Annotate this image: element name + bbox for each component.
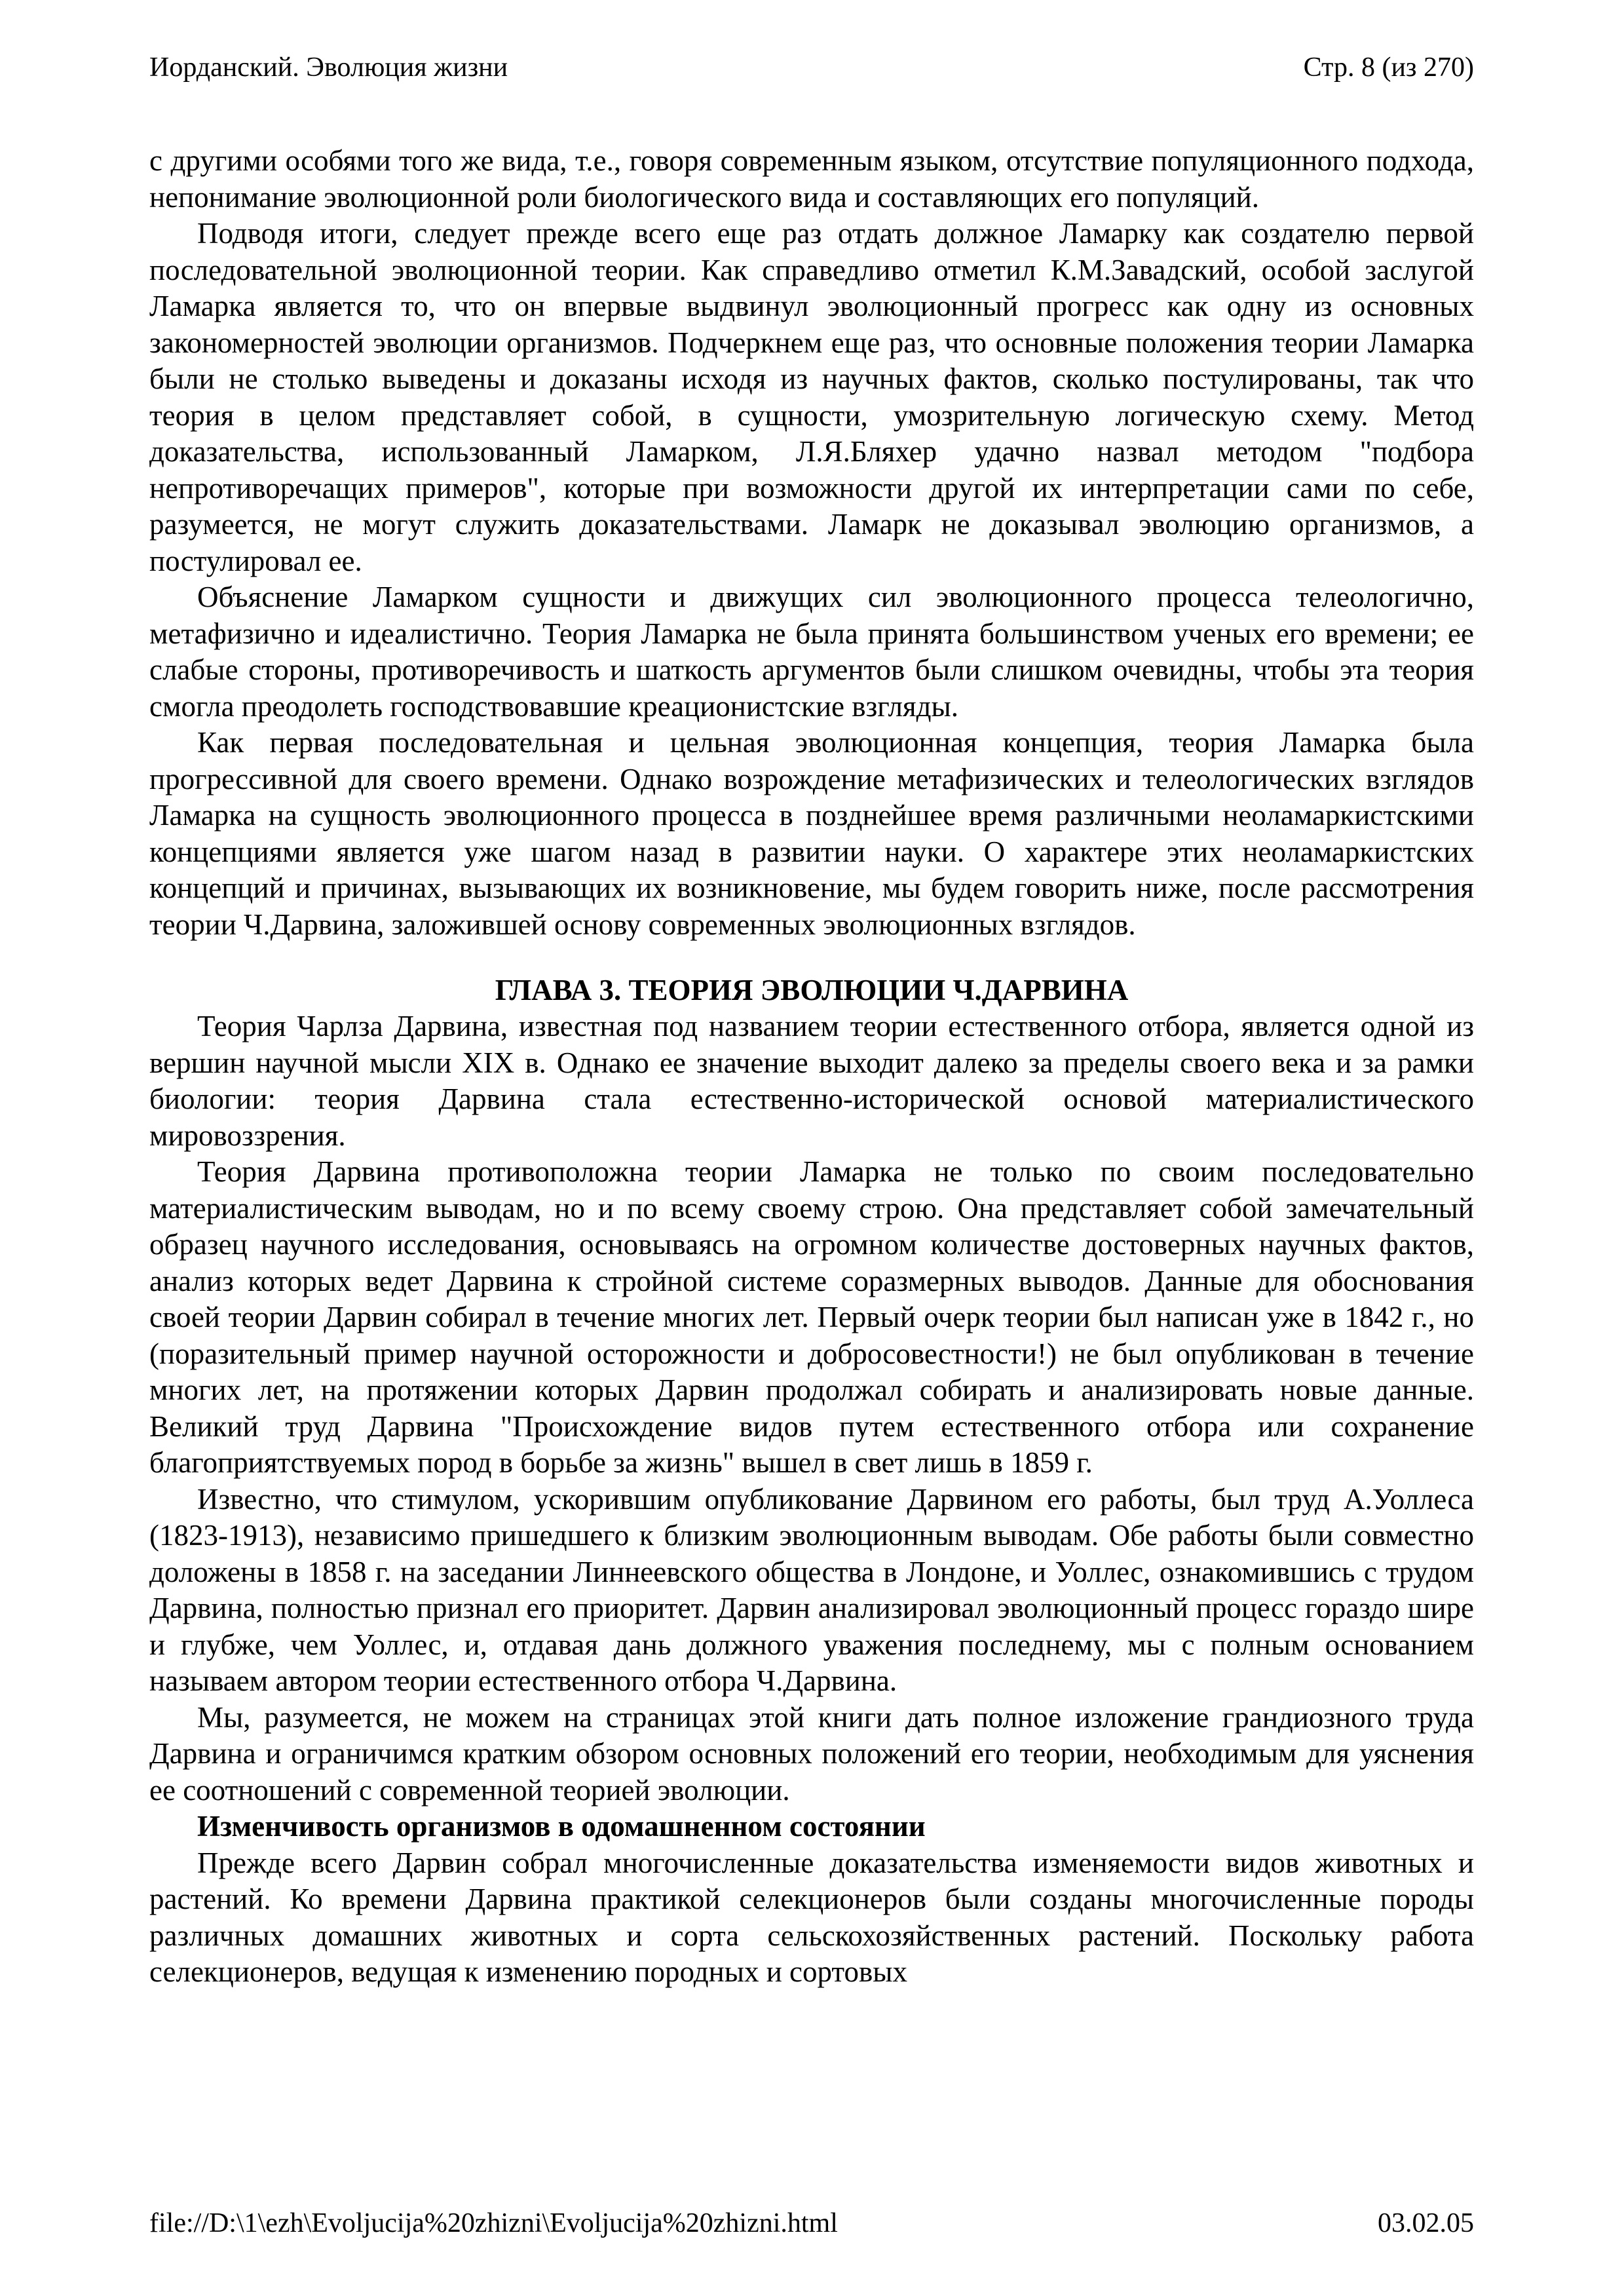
document-body [149, 143, 1474, 1991]
page-footer [149, 2207, 1474, 2240]
paragraph-3: Объяснение Ламарком сущности и движущих сил эволюционного процесса телеологично, метафизично и идеалистично. Теория Ламарка не была принята большинством ученых его времени; ее слабые стороны, противоречивость и шаткость аргументов были слишком очевидны, чтобы эта теория смогла преодолеть господствовавшие креационистские взгляды. [149, 581, 1474, 723]
paragraph-5: Теория Чарлза Дарвина, известная под названием теории естественного отбора, является одной из вершин научной мысли XIX в. Однако ее значение выходит далеко за пределы своего века и за рамки биологии: теория Дарвина стала естественно-исторической основой материалистического мировоззрения. [149, 1010, 1474, 1152]
paragraph-1: с другими особями того же вида, т.е., говоря современным языком, отсутствие популяционного подхода, непонимание эволюционной роли биологического вида и составляющих его популяций. [149, 144, 1474, 214]
document-title: Иорданский. Эволюция жизни [149, 52, 508, 83]
paragraph-8: Мы, разумеется, не можем на страницах этой книги дать полное изложение грандиозного труда Дарвина и ограничимся кратким обзором основных положений его теории, необходимым для уяснения ее соотношений с современной теорией эволюции. [149, 1700, 1474, 1807]
file-path: file://D:\1\ezh\Evoljucija%20zhizni\Evoljucija%20zhizni.html [149, 2208, 838, 2238]
paragraph-9: Прежде всего Дарвин собрал многочисленные доказательства изменяемости видов животных и растений. Ко времени Дарвина практикой селекционеров были созданы многочисленные породы различных домашних животных и сорта сельскохозяйственных растений. Поскольку работа селекционеров, ведущая к изменению породных и сортовых [149, 1846, 1474, 1988]
paragraph-6: Теория Дарвина противоположна теории Ламарка не только по своим последовательно материалистическим выводам, но и по всему своему строю. Она представляет собой замечательный образец научного исследования, основываясь на огромном количестве достоверных научных фактов, анализ которых ведет Дарвина к стройной системе соразмерных выводов. Данные для обоснования своей теории Дарвин собирал в течение многих лет. Первый очерк теории был написан уже в 1842 г., но (поразительный пример научной осторожности и добросовестности!) не был опубликован в течение многих лет, на протяжении которых Дарвин продолжал собирать и анализировать новые данные. Великий труд Дарвина "Происхождение видов путем естественного отбора или сохранение благоприятствуемых пород в борьбе за жизнь" вышел в свет лишь в 1859 г. [149, 1155, 1474, 1479]
section-heading: Изменчивость организмов в одомашненном состоянии [197, 1810, 926, 1843]
print-date: 03.02.05 [1378, 2208, 1474, 2238]
page-number: Стр. 8 (из 270) [1303, 52, 1474, 83]
chapter-heading: ГЛАВА 3. ТЕОРИЯ ЭВОЛЮЦИИ Ч.ДАРВИНА [495, 974, 1129, 1006]
page-header [149, 51, 1474, 84]
paragraph-4: Как первая последовательная и цельная эволюционная концепция, теория Ламарка была прогрессивной для своего времени. Однако возрождение метафизических и телеологических взглядов Ламарка на сущность эволюционного процесса в позднейшее время различными неоламаркистскими концепциями является уже шагом назад в развитии науки. О характере этих неоламаркистских концепций и причинах, вызывающих их возникновение, мы будем говорить ниже, после рассмотрения теории Ч.Дарвина, заложившей основу современных эволюционных взглядов. [149, 726, 1474, 941]
paragraph-7: Известно, что стимулом, ускорившим опубликование Дарвином его работы, был труд А.Уоллеса (1823-1913), независимо пришедшего к близким эволюционным выводам. Обе работы были совместно доложены в 1858 г. на заседании Линнеевского общества в Лондоне, и Уоллес, ознакомившись с трудом Дарвина, полностью признал его приоритет. Дарвин анализировал эволюционный процесс гораздо шире и глубже, чем Уоллес, и, отдавая дань должного уважения последнему, мы с полным основанием называем автором теории естественного отбора Ч.Дарвина. [149, 1482, 1474, 1697]
paragraph-2: Подводя итоги, следует прежде всего еще раз отдать должное Ламарку как создателю первой последовательной эволюционной теории. Как справедливо отметил К.М.Завадский, особой заслугой Ламарка является то, что он впервые выдвинул эволюционный прогресс как одну из основных закономерностей эволюции организмов. Подчеркнем еще раз, что основные положения теории Ламарка были не столько выведены и доказаны исходя из научных фактов, сколько постулированы, так что теория в целом представляет собой, в сущности, умозрительную логическую схему. Метод доказательства, использованный Ламарком, Л.Я.Бляхер удачно назвал методом "подбора непротиворечащих примеров", которые при возможности другой их интерпретации сами по себе, разумеется, не могут служить доказательствами. Ламарк не доказывал эволюцию организмов, а постулировал ее. [149, 217, 1474, 577]
